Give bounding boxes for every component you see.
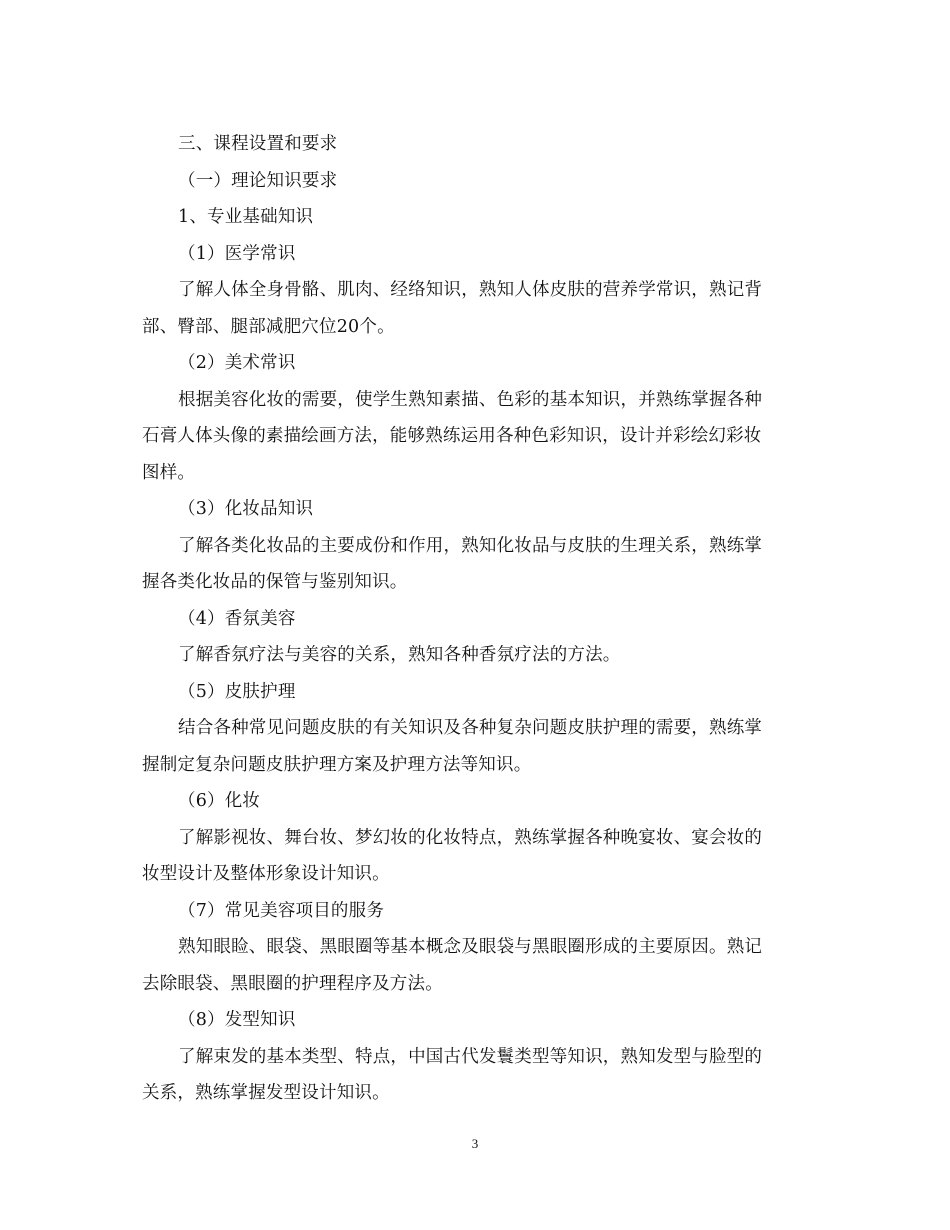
paragraph-line: 握制定复杂问题皮肤护理方案及护理方法等知识。: [142, 754, 532, 775]
item-title: （8）发型知识: [178, 1010, 296, 1030]
item-title: （6）化妆: [178, 791, 261, 811]
item-skin-care: [142, 674, 802, 784]
paragraph-line: 根据美容化妆的需要，使学生熟知素描、色彩的基本知识，并熟练掌握各种: [178, 389, 763, 410]
main-heading: 三、课程设置和要求: [178, 134, 338, 154]
paragraph-line: 了解香氛疗法与美容的关系，熟知各种香氛疗法的方法。: [178, 645, 621, 665]
section-heading: 1、专业基础知识: [178, 207, 314, 227]
item-title: （1）医学常识: [178, 243, 296, 264]
paragraph-line: 关系，熟练掌握发型设计知识。: [142, 1083, 390, 1103]
paragraph-line: 石膏人体头像的素描绘画方法，能够熟练运用各种色彩知识，设计并彩绘幻彩妆: [142, 426, 762, 446]
item-title: （7）常见美容项目的服务: [178, 900, 385, 921]
item-hairstyle: [142, 1002, 802, 1112]
sub-heading: （一）理论知识要求: [178, 170, 338, 191]
item-cosmetics: [142, 491, 802, 601]
paragraph-line: 了解各类化妆品的主要成份和作用，熟知化妆品与皮肤的生理关系，熟练掌: [178, 535, 763, 556]
document-body: [142, 126, 802, 1112]
paragraph-line: 了解束发的基本类型、特点，中国古代发鬟类型等知识，熟知发型与脸型的: [178, 1046, 763, 1067]
paragraph-line: 熟知眼睑、眼袋、黑眼圈等基本概念及眼袋与黑眼圈形成的主要原因。熟记: [178, 937, 763, 957]
item-beauty-services: [142, 893, 802, 1003]
page-number: 3: [471, 1136, 479, 1151]
paragraph-line: 妆型设计及整体形象设计知识。: [142, 864, 390, 884]
item-title: （4）香氛美容: [178, 608, 296, 629]
item-title: （5）皮肤护理: [178, 681, 296, 702]
item-title: （2）美术常识: [178, 353, 296, 373]
paragraph-line: 握各类化妆品的保管与鉴别知识。: [142, 572, 408, 592]
item-makeup: [142, 783, 802, 893]
item-medical: [142, 236, 802, 346]
paragraph-line: 图样。: [142, 462, 196, 483]
paragraph-line: 了解人体全身骨骼、肌肉、经络知识，熟知人体皮肤的营养学常识，熟记背: [178, 280, 763, 300]
paragraph-line: 结合各种常见问题皮肤的有关知识及各种复杂问题皮肤护理的需要，熟练掌: [178, 718, 763, 738]
item-aroma: [142, 601, 802, 674]
item-art: [142, 345, 802, 491]
paragraph-line: 部、臀部、腿部减肥穴位20个。: [142, 316, 395, 337]
paragraph-line: 去除眼袋、黑眼圈的护理程序及方法。: [142, 973, 443, 994]
item-title: （3）化妆品知识: [178, 499, 314, 519]
paragraph-line: 了解影视妆、舞台妆、梦幻妆的化妆特点，熟练掌握各种晚宴妆、宴会妆的: [178, 827, 763, 848]
